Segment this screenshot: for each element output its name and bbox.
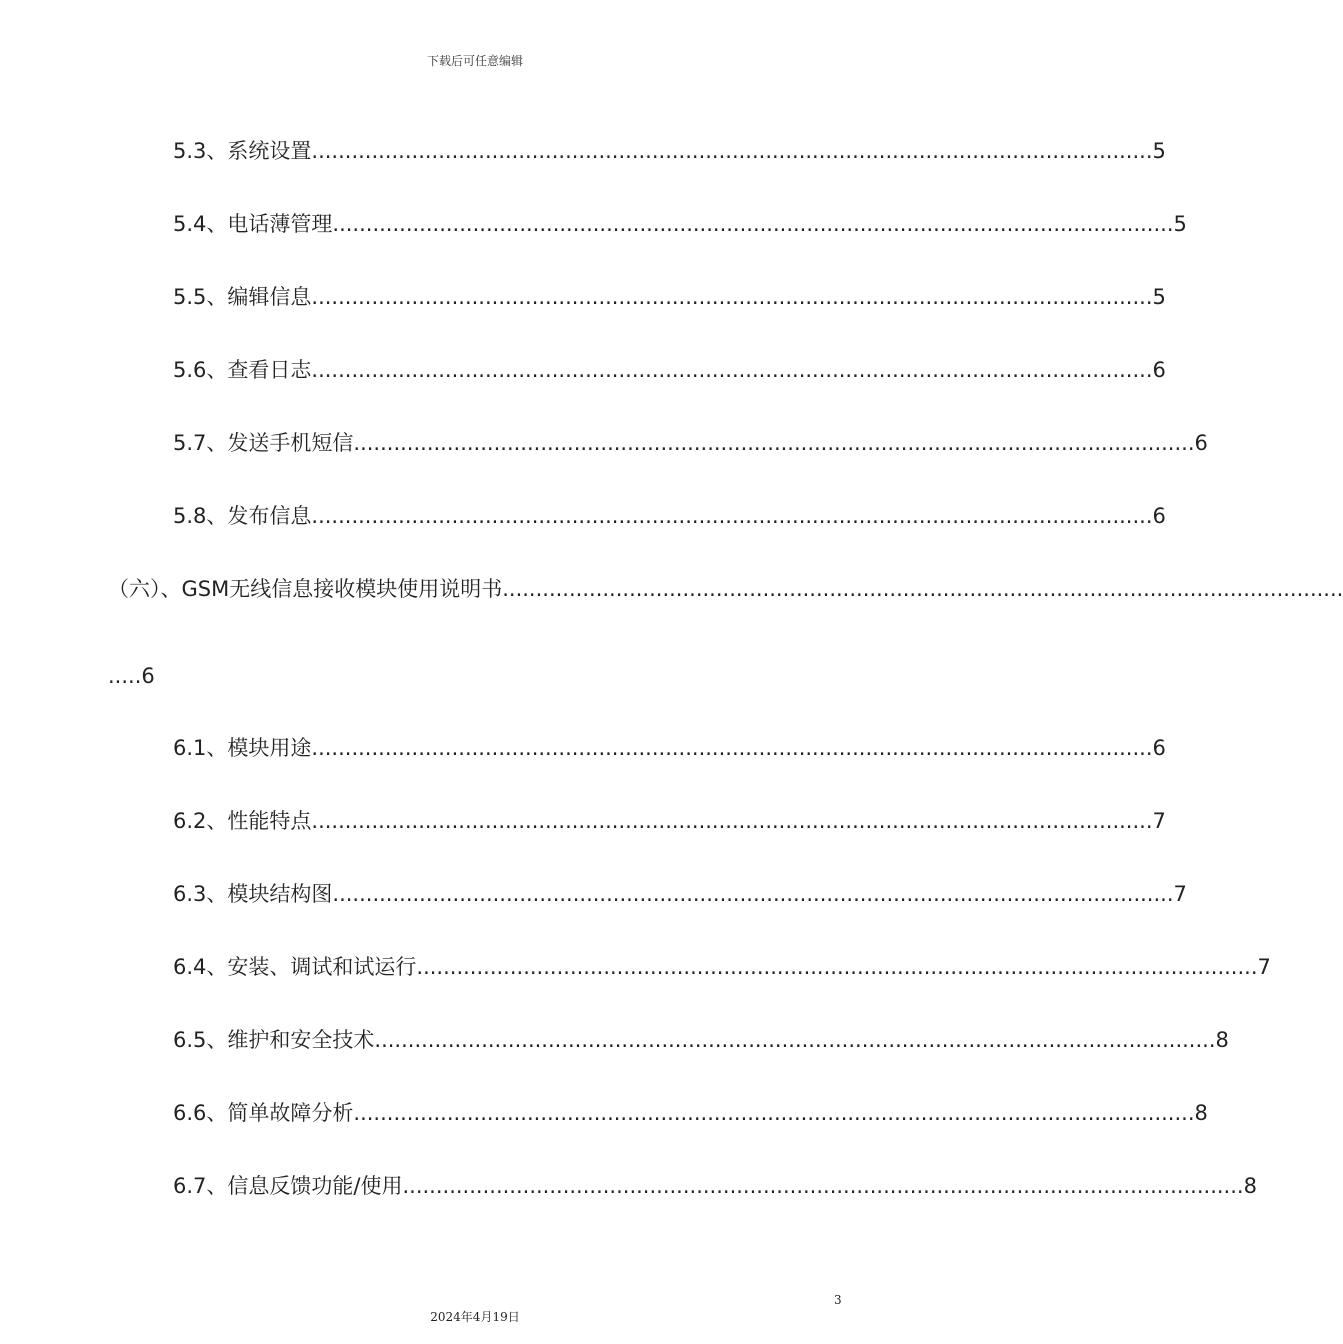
page-header: 下载后可任意编辑 (426, 54, 523, 68)
toc-entry-5-5[interactable] (173, 283, 1166, 311)
toc-entry-label: 6.2、性能特点 (173, 809, 312, 833)
toc-entry-page: 5 (1152, 139, 1166, 163)
toc-entry-page: 6 (1194, 431, 1208, 455)
toc-entry-6-5[interactable] (173, 1026, 1229, 1054)
toc-entry-6-2[interactable] (173, 807, 1166, 835)
toc-leader-dots: .............................................................................................................................. (311, 139, 1153, 163)
toc-leader-dots: .............................................................................................................................. (332, 882, 1174, 906)
toc-leader-dots: .............................................................................................................................. (332, 212, 1174, 236)
toc-leader-dots: .............................................................................................................................. (502, 577, 1343, 601)
toc-entry-label: （六）、GSM无线信息接收模块使用说明书 (108, 577, 503, 601)
toc-leader-dots: .............................................................................................................................. (353, 431, 1195, 455)
toc-leader-dots: .............................................................................................................................. (311, 285, 1153, 309)
toc-entry-page: .....6 (108, 664, 155, 688)
toc-entry-page: 6 (1152, 358, 1166, 382)
toc-entry-page: 7 (1257, 955, 1271, 979)
toc-leader-dots: .............................................................................................................................. (374, 1028, 1216, 1052)
toc-entry-page: 5 (1152, 285, 1166, 309)
toc-entry-5-7[interactable] (173, 429, 1208, 457)
toc-entry-label: 5.7、发送手机短信 (173, 431, 354, 455)
toc-entry-5-6[interactable] (173, 356, 1166, 384)
toc-entry-6-1[interactable] (173, 734, 1166, 762)
page-footer-date: 2024年4月19日 (430, 1310, 520, 1324)
toc-entry-label: 6.3、模块结构图 (173, 882, 333, 906)
toc-entry-label: 6.6、简单故障分析 (173, 1101, 354, 1125)
toc-entry-page: 6 (1152, 736, 1166, 760)
toc-entry-5-4[interactable] (173, 210, 1187, 238)
toc-entry-label: 6.1、模块用途 (173, 736, 312, 760)
toc-entry-label: 6.5、维护和安全技术 (173, 1028, 375, 1052)
toc-entry-chapter-6[interactable] (108, 575, 1343, 603)
toc-entry-6-7[interactable] (173, 1172, 1257, 1200)
page-number: 3 (834, 1293, 842, 1307)
toc-leader-dots: .............................................................................................................................. (311, 809, 1153, 833)
toc-entry-5-8[interactable] (173, 502, 1166, 530)
toc-entry-page: 8 (1243, 1174, 1257, 1198)
toc-entry-page: 8 (1194, 1101, 1208, 1125)
toc-entry-label: 6.7、信息反馈功能/使用 (173, 1174, 403, 1198)
toc-leader-dots: .............................................................................................................................. (402, 1174, 1244, 1198)
toc-leader-dots: .............................................................................................................................. (311, 736, 1153, 760)
toc-entry-label: 6.4、安装、调试和试运行 (173, 955, 417, 979)
toc-entry-page: 6 (1152, 504, 1166, 528)
toc-entry-label: 5.3、系统设置 (173, 139, 312, 163)
toc-entry-label: 5.5、编辑信息 (173, 285, 312, 309)
toc-leader-dots: .............................................................................................................................. (311, 358, 1153, 382)
toc-entry-label: 5.8、发布信息 (173, 504, 312, 528)
toc-entry-page: 7 (1173, 882, 1187, 906)
toc-entry-page: 8 (1215, 1028, 1229, 1052)
toc-entry-5-3[interactable] (173, 137, 1166, 165)
toc-entry-page: 7 (1152, 809, 1166, 833)
toc-entry-chapter-6-continuation[interactable] (108, 662, 155, 690)
toc-entry-page: 5 (1173, 212, 1187, 236)
toc-entry-6-3[interactable] (173, 880, 1187, 908)
toc-leader-dots: .............................................................................................................................. (311, 504, 1153, 528)
toc-entry-label: 5.6、查看日志 (173, 358, 312, 382)
toc-leader-dots: .............................................................................................................................. (416, 955, 1258, 979)
toc-entry-6-6[interactable] (173, 1099, 1208, 1127)
toc-entry-6-4[interactable] (173, 953, 1271, 981)
toc-entry-label: 5.4、电话薄管理 (173, 212, 333, 236)
toc-leader-dots: .............................................................................................................................. (353, 1101, 1195, 1125)
